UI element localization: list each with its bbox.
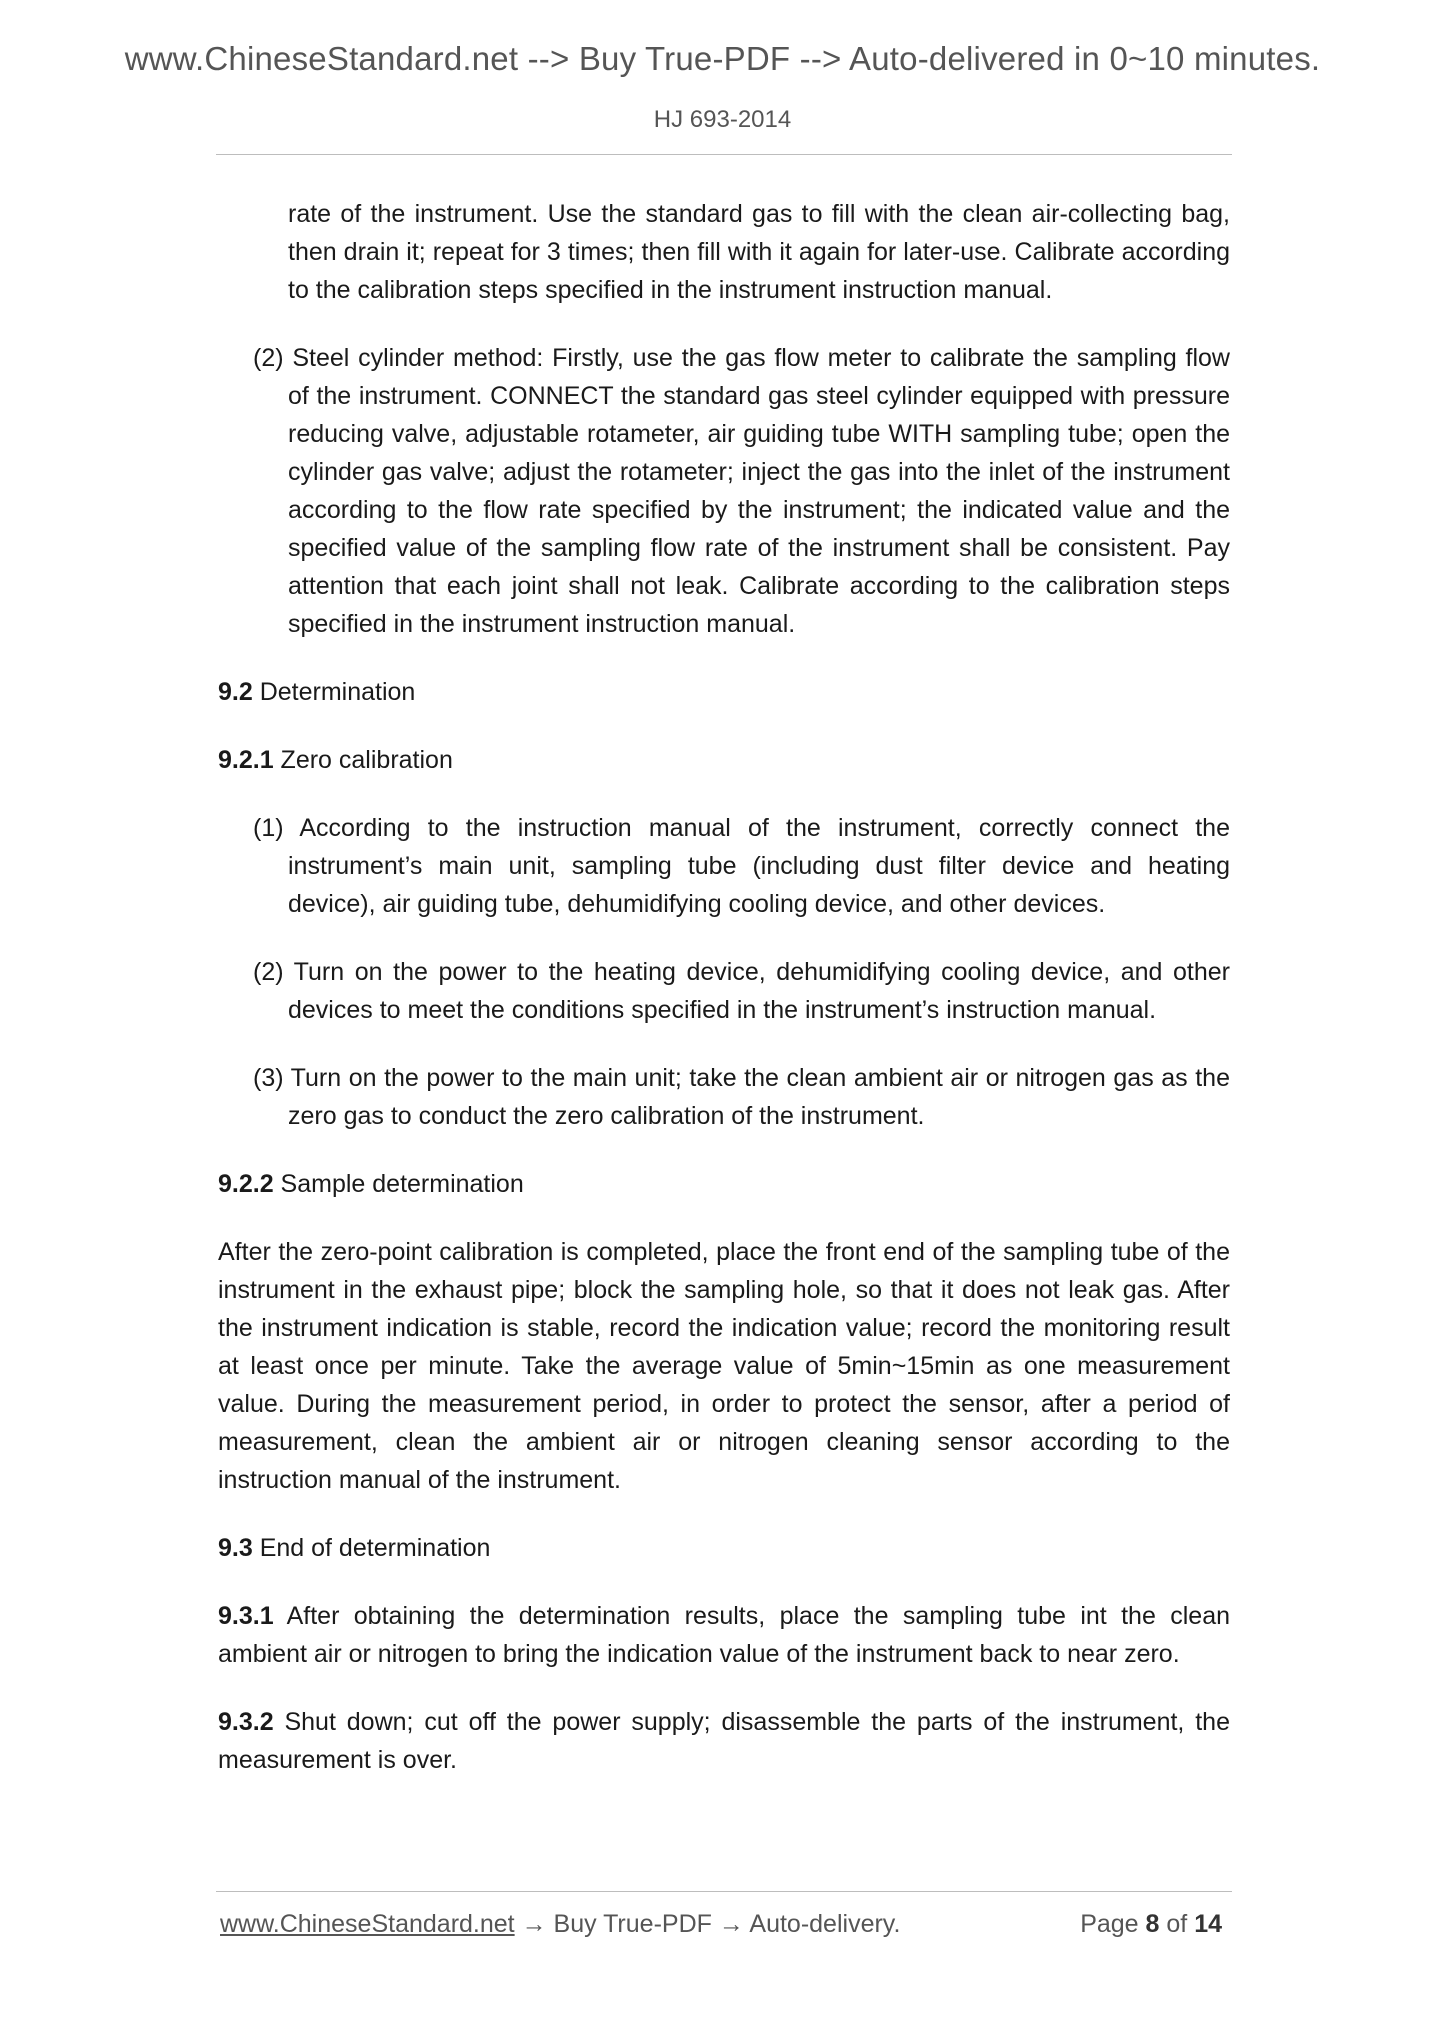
section-heading-9-2 [218, 673, 1230, 711]
clause-text: After obtaining the determination results, place the sampling tube int the clean ambient air or nitrogen to bring the indication value of the instrument back to near zero. [218, 1602, 1230, 1668]
footer-divider [216, 1891, 1232, 1892]
section-number: 9.2.2 [218, 1170, 274, 1198]
header-divider [216, 154, 1232, 155]
section-heading-9-2-2 [218, 1165, 1230, 1203]
footer-tagline: → Buy True-PDF → Auto-delivery. [514, 1910, 901, 1938]
page-current: 8 [1145, 1910, 1160, 1938]
list-item: (3) Turn on the power to the main unit; take the clean ambient air or nitrogen gas as the zero gas to conduct the zero calibration of the instrument. [253, 1064, 1230, 1130]
site-banner: www.ChineseStandard.net --> Buy True-PDF --> Auto-delivered in 0~10 minutes. [124, 40, 1321, 77]
standard-number: HJ 693-2014 [653, 106, 792, 133]
page-number [1080, 1910, 1222, 1939]
section-title: Determination [252, 678, 416, 706]
list-item-steel-cylinder: (2) Steel cylinder method: Firstly, use the gas flow meter to calibrate the sampling flow of the instrument. CONNECT the standard gas steel cylinder equipped with pressure reducing valve, adjustable rotameter, air guiding tube WITH sampling tube; open the cylinder gas valve; adjust the rotameter; inject the gas into the inlet of the instrument according to the flow rate specified by the instrument; the indicated value and the specified value of the sampling flow rate of the instrument shall be consistent. Pay attention that each joint shall not leak. Calibrate according to the calibration steps specified in the instrument instruction manual. [253, 344, 1230, 638]
section-number: 9.3 [218, 1534, 253, 1562]
section-title: Sample determination [273, 1170, 524, 1198]
section-number: 9.2 [218, 678, 253, 706]
section-heading-9-3 [218, 1529, 1230, 1567]
section-title: Zero calibration [273, 746, 453, 774]
section-number: 9.3.2 [218, 1708, 274, 1736]
list-item: (2) Turn on the power to the heating device, dehumidifying cooling device, and other devices to meet the conditions specified in the instrument’s instruction manual. [253, 958, 1230, 1024]
page-label: Page [1080, 1910, 1146, 1938]
footer-site-link[interactable]: www.ChineseStandard.net [220, 1910, 515, 1938]
section-heading-9-2-1 [218, 741, 1230, 779]
section-number: 9.2.1 [218, 746, 274, 774]
clause-9-3-2 [218, 1703, 1230, 1779]
page-of: of [1159, 1910, 1195, 1938]
page-total: 14 [1194, 1910, 1222, 1938]
document-body [218, 195, 1230, 1809]
clause-text: Shut down; cut off the power supply; disassemble the parts of the instrument, the measurement is over. [218, 1708, 1230, 1774]
paragraph-sample-determination: After the zero-point calibration is completed, place the front end of the sampling tube of the instrument in the exhaust pipe; block the sampling hole, so that it does not leak gas. After the instrument indication is stable, record the indication value; record the monitoring result at least once per minute. Take the average value of 5min~15min as one measurement value. During the measurement period, in order to protect the sensor, after a period of measurement, clean the ambient air or nitrogen cleaning sensor according to the instruction manual of the instrument. [218, 1238, 1230, 1494]
page-footer [220, 1910, 1230, 1950]
clause-9-3-1 [218, 1597, 1230, 1673]
section-title: End of determination [252, 1534, 491, 1562]
section-number: 9.3.1 [218, 1602, 274, 1630]
footer-promo [220, 1910, 900, 1939]
paragraph-continuation: rate of the instrument. Use the standard gas to fill with the clean air-collecting bag, then drain it; repeat for 3 times; then fill with it again for later-use. Calibrate according to the calibration steps specified in the instrument instruction manual. [288, 200, 1230, 304]
list-item: (1) According to the instruction manual of the instrument, correctly connect the instrument’s main unit, sampling tube (including dust filter device and heating device), air guiding tube, dehumidifying cooling device, and other devices. [253, 814, 1230, 918]
